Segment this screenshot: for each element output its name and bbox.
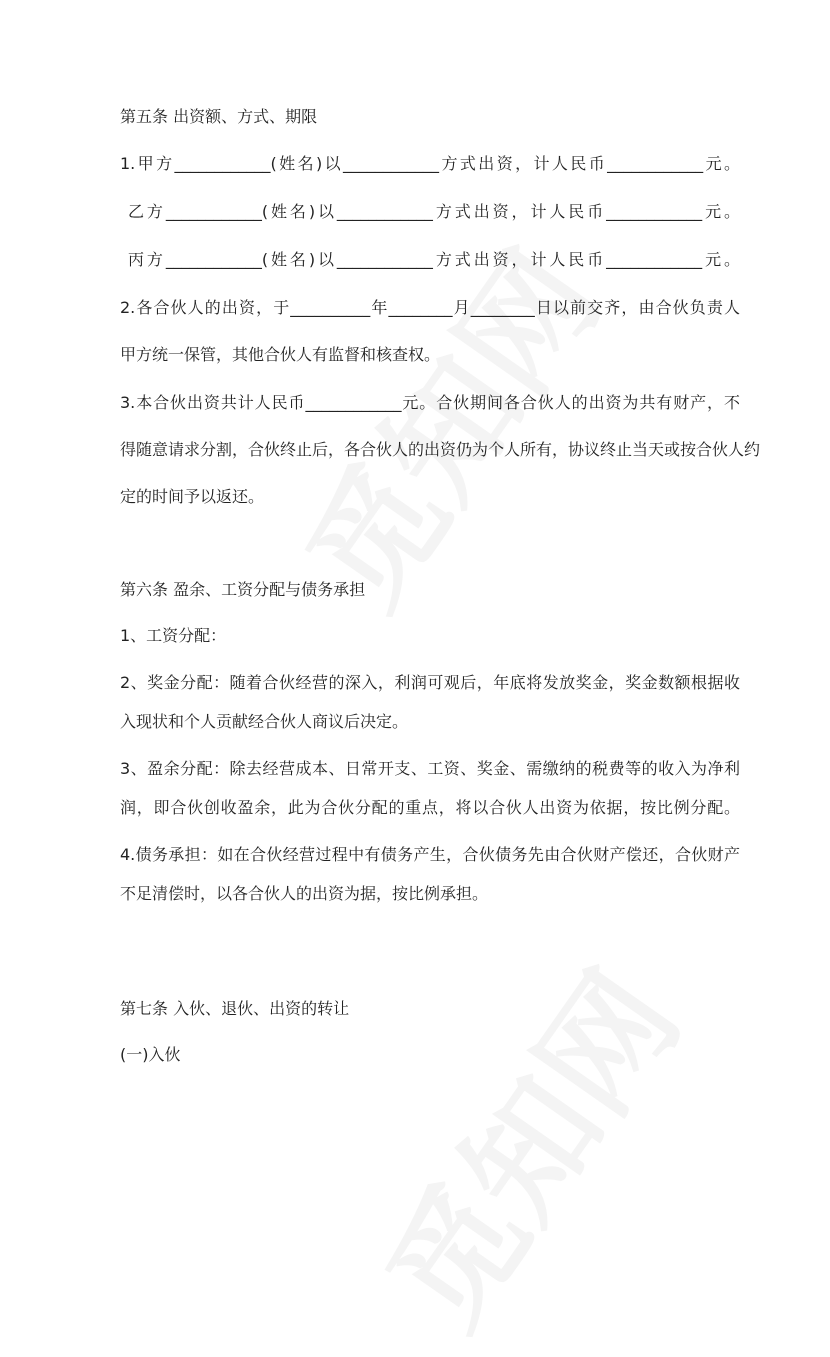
paragraph: 3、盈余分配：除去经营成本、日常开支、工资、奖金、需缴纳的税费等的收入为净利 — [120, 759, 740, 778]
paragraph: 丙方____________(姓名)以____________方式出资，计人民币____________元。 — [128, 250, 740, 269]
paragraph: 得随意请求分割，合伙终止后，各合伙人的出资仍为个人所有，协议终止当天或按合伙人约 — [120, 440, 761, 459]
paragraph: 4.债务承担：如在合伙经营过程中有债务产生，合伙债务先由合伙财产偿还，合伙财产 — [120, 845, 740, 864]
paragraph: 甲方统一保管，其他合伙人有监督和核查权。 — [120, 345, 441, 364]
paragraph: 定的时间予以返还。 — [120, 487, 265, 506]
article-7-title: 第七条 入伙、退伙、出资的转让 — [120, 999, 350, 1018]
article-6-title: 第六条 盈余、工资分配与债务承担 — [120, 580, 366, 599]
watermark — [337, 930, 714, 1357]
paragraph: 乙方____________(姓名)以____________方式出资，计人民币____________元。 — [128, 202, 740, 221]
paragraph: 2、奖金分配：随着合伙经营的深入，利润可观后，年底将发放奖金，奖金数额根据收 — [120, 673, 740, 692]
paragraph: (一)入伙 — [120, 1045, 181, 1064]
article-5-title: 第五条 出资额、方式、期限 — [120, 107, 318, 126]
paragraph: 不足清偿时，以各合伙人的出资为据，按比例承担。 — [120, 884, 489, 903]
paragraph: 润，即合伙创收盈余，此为合伙分配的重点，将以合伙人出资为依据，按比例分配。 — [120, 798, 740, 817]
paragraph: 1、工资分配： — [120, 626, 227, 645]
watermark — [257, 210, 634, 637]
paragraph: 1.甲方____________(姓名)以____________方式出资，计人民币____________元。 — [120, 154, 740, 173]
paragraph: 3.本合伙出资共计人民币____________元。合伙期间各合伙人的出资为共有财产，不 — [120, 393, 740, 412]
paragraph: 2.各合伙人的出资，于__________年________月________日以前交齐，由合伙负责人 — [120, 298, 740, 317]
paragraph: 入现状和个人贡献经合伙人商议后决定。 — [120, 712, 409, 731]
